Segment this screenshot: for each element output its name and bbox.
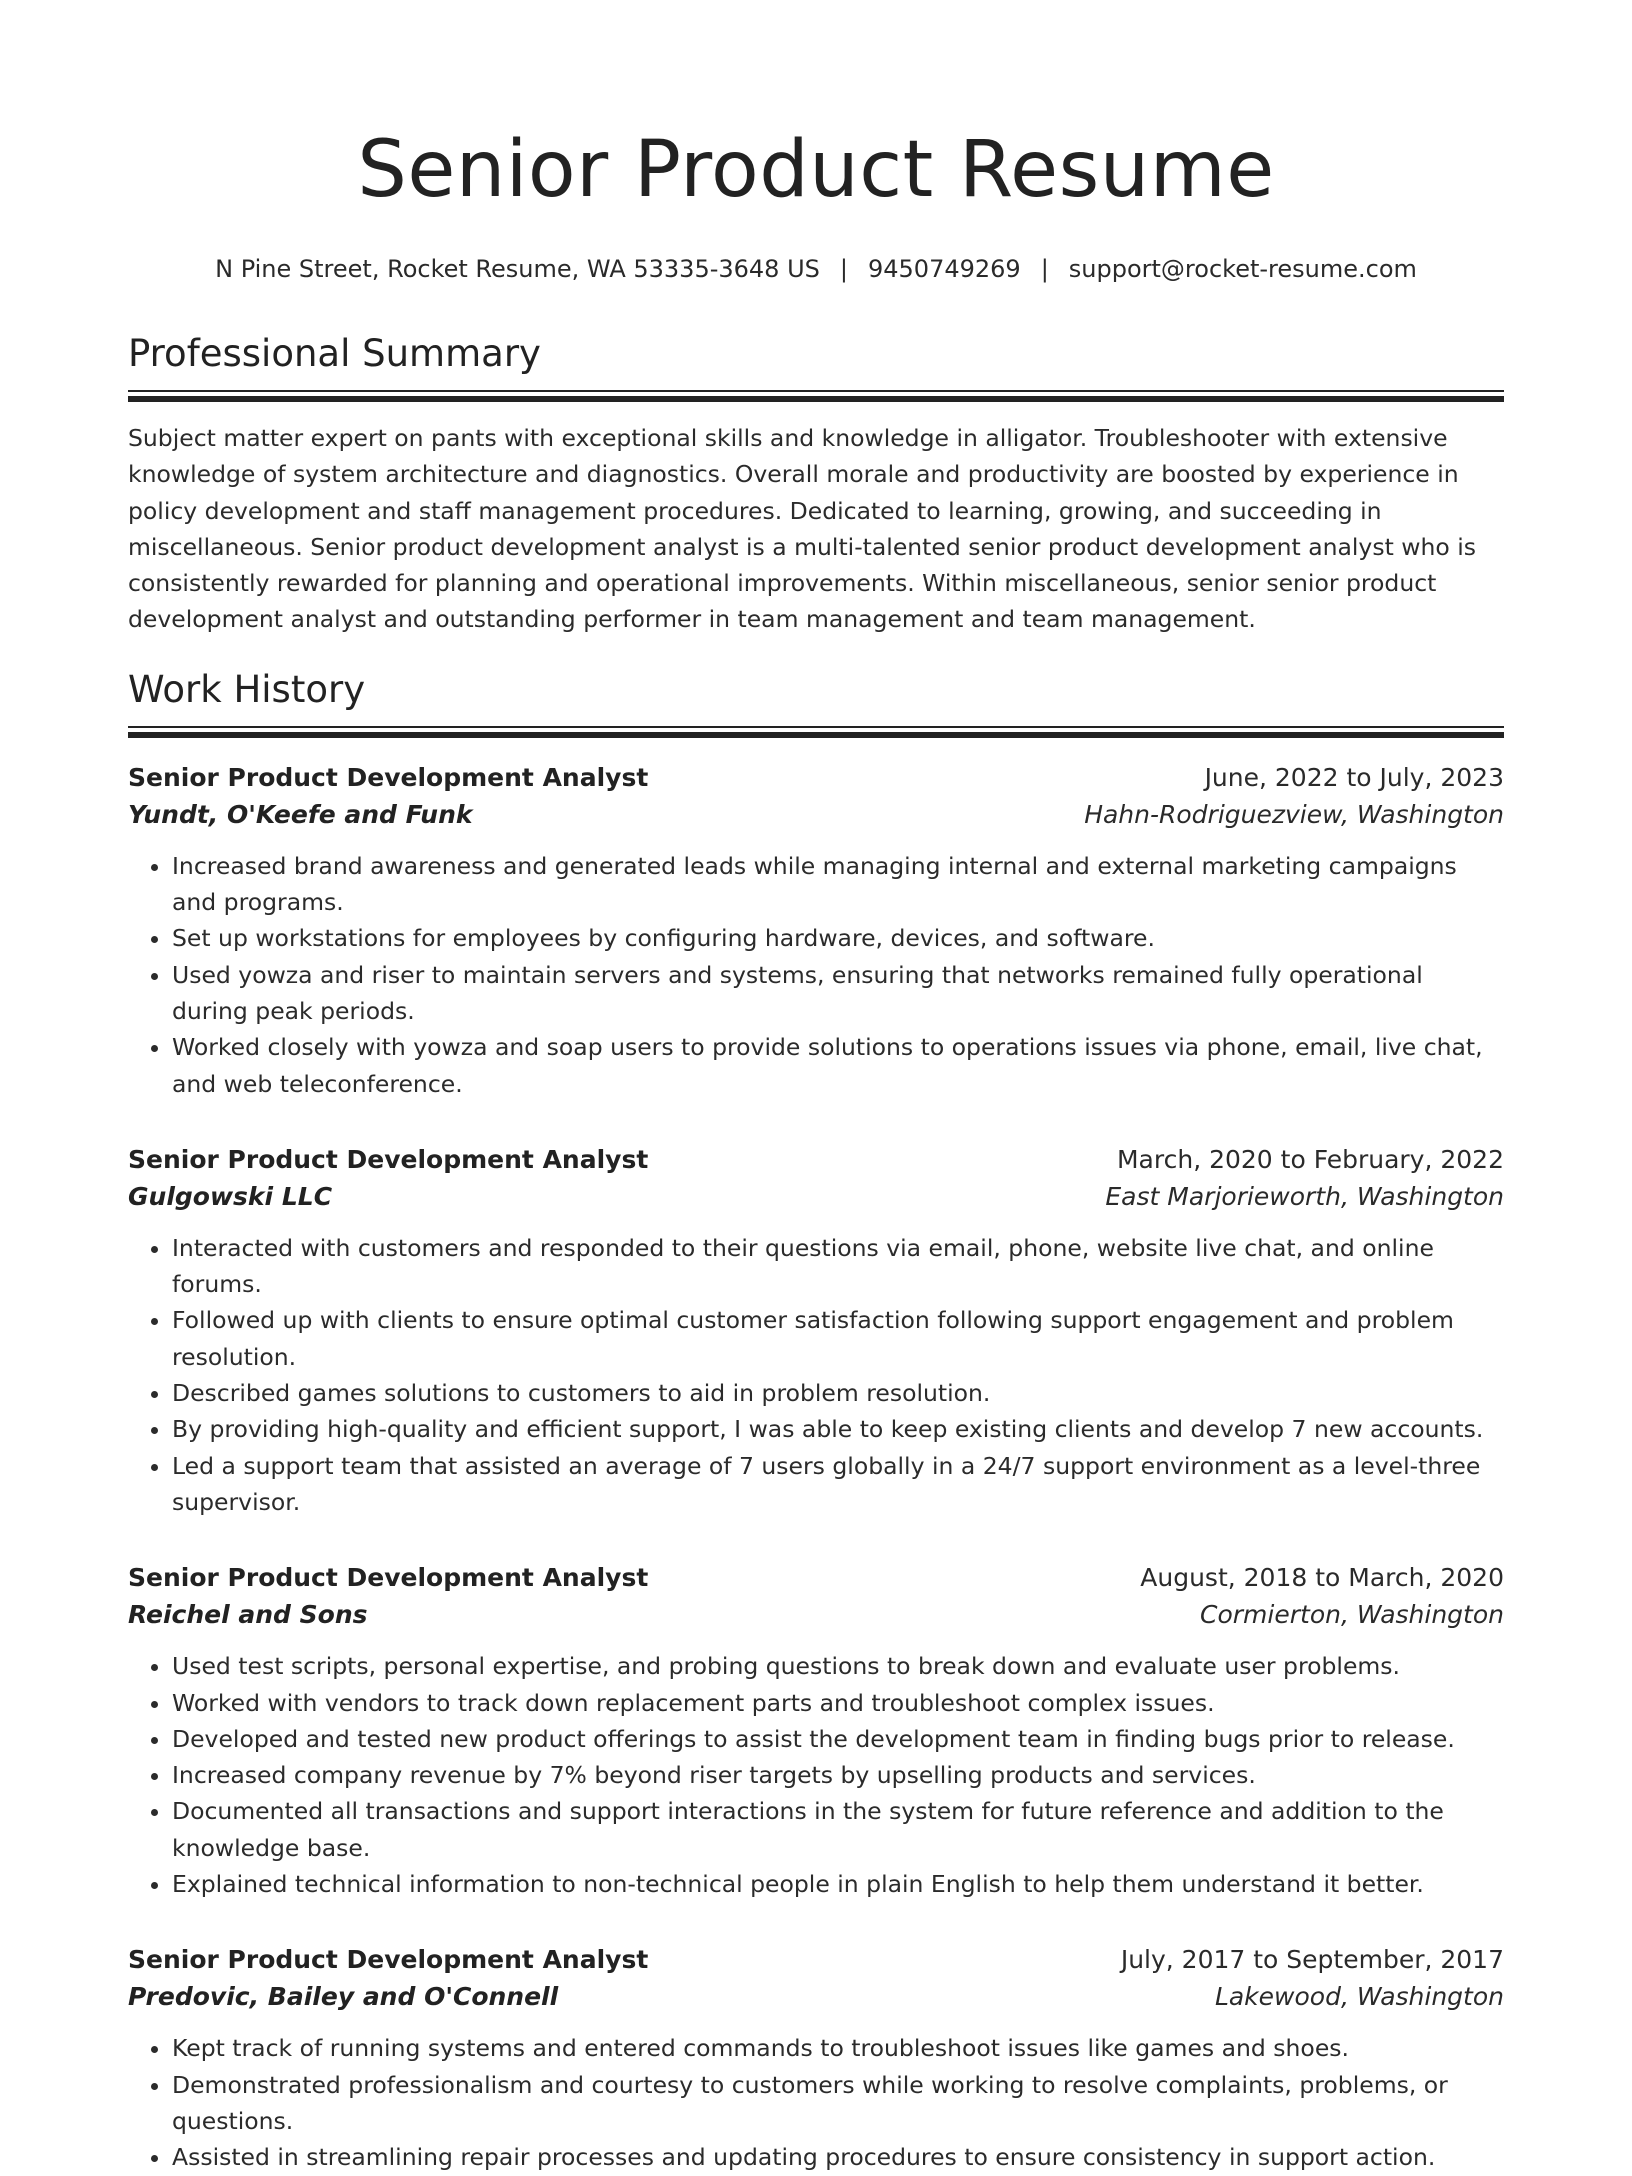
section-title-work-history: Work History (128, 667, 366, 711)
job-bullet: • Explained technical information to non-technical people in plain English to help them understand it better. (172, 1866, 1504, 1902)
summary-text: Subject matter expert on pants with exceptional skills and knowledge in alligator. Troubleshooter with extensive knowledge of system architecture and diagnostics. Overall morale and productivity are boosted by experience in policy development and staff management procedures. Dedicated to learning, growing, and succeeding in miscellaneous. Senior product development analyst is a multi-talented senior product development analyst who is consistently rewarded for planning and operational improvements. Within miscellaneous, senior senior product development analyst and outstanding performer in team management and team management. (128, 424, 1477, 634)
job-dates: March, 2020 to February, 2022 (1116, 1144, 1504, 1174)
contact-email: support@rocket-resume.com (1068, 255, 1417, 283)
job-bullet: • Described games solutions to customers to aid in problem resolution. (172, 1375, 1504, 1411)
job-company: Predovic, Bailey and O'Connell (128, 1982, 559, 2012)
job-subheader-row (128, 1978, 1504, 2016)
job-location: Cormierton, Washington (1200, 1600, 1504, 1630)
job-bullet: • Increased brand awareness and generated leads while managing internal and external marketing campaigns and programs. (172, 848, 1504, 921)
job-bullet-list (128, 1648, 1504, 1902)
contact-address: N Pine Street, Rocket Resume, WA 53335-3648 US (215, 255, 820, 283)
section-divider (128, 726, 1504, 738)
job-title: Senior Product Development Analyst (128, 1945, 649, 1975)
professional-summary-section (128, 330, 1504, 638)
job-bullet: • Assisted in streamlining repair processes and updating procedures to ensure consistency in support action. (172, 2139, 1504, 2175)
contact-separator: | (839, 255, 848, 283)
job-bullet: • Used yowza and riser to maintain servers and systems, ensuring that networks remained fully operational during peak periods. (172, 957, 1504, 1030)
job-location: Hahn-Rodriguezview, Washington (1084, 799, 1504, 829)
job-bullet: • By providing high-quality and efficient support, I was able to keep existing clients and develop 7 new accounts. (172, 1411, 1504, 1447)
job-company: Gulgowski LLC (128, 1181, 333, 1211)
job-bullet: • Demonstrated professionalism and courtesy to customers while working to resolve complaints, problems, or questions. (172, 2067, 1504, 2140)
job-dates: August, 2018 to March, 2020 (1140, 1563, 1504, 1593)
job-company: Reichel and Sons (128, 1600, 368, 1630)
job-company: Yundt, O'Keefe and Funk (128, 799, 473, 829)
job-bullet: • Worked closely with yowza and soap users to provide solutions to operations issues via phone, email, live chat, and web teleconference. (172, 1029, 1504, 1102)
job-bullet: • Increased company revenue by 7% beyond riser targets by upselling products and services. (172, 1757, 1504, 1793)
contact-line (128, 252, 1504, 286)
job-bullet: • Worked with vendors to track down replacement parts and troubleshoot complex issues. (172, 1685, 1504, 1721)
section-divider (128, 390, 1504, 402)
job-title: Senior Product Development Analyst (128, 1563, 649, 1593)
job-bullet: • Developed and tested new product offerings to assist the development team in finding bugs prior to release. (172, 1721, 1504, 1757)
resume-name: Senior Product Resume (357, 125, 1275, 215)
job-bullet: • Kept track of running systems and entered commands to troubleshoot issues like games and shoes. (172, 2030, 1504, 2066)
job-bullet: • Interacted with customers and responded to their questions via email, phone, website live chat, and online forums. (172, 1230, 1504, 1303)
job-subheader-row (128, 1596, 1504, 1634)
job-header-row (128, 1942, 1504, 1978)
job-bullet-list (128, 848, 1504, 1102)
job-title: Senior Product Development Analyst (128, 1144, 649, 1174)
job-bullet: • Used test scripts, personal expertise, and probing questions to break down and evaluate user problems. (172, 1648, 1504, 1684)
section-title-summary: Professional Summary (128, 332, 541, 375)
job-header-row (128, 760, 1504, 796)
job-dates: July, 2017 to September, 2017 (1120, 1945, 1504, 1975)
job-bullet-list (128, 1230, 1504, 1520)
job-header-row (128, 1560, 1504, 1596)
job-dates: June, 2022 to July, 2023 (1204, 762, 1504, 792)
job-bullet: • Led a support team that assisted an average of 7 users globally in a 24/7 support environment as a level-three supervisor. (172, 1448, 1504, 1521)
job-subheader-row (128, 796, 1504, 834)
job-bullet: • Documented all transactions and support interactions in the system for future reference and addition to the knowledge base. (172, 1793, 1504, 1866)
job-bullet: • Set up workstations for employees by configuring hardware, devices, and software. (172, 920, 1504, 956)
job-title: Senior Product Development Analyst (128, 762, 649, 792)
job-location: East Marjorieworth, Washington (1105, 1181, 1504, 1211)
job-entry (128, 1560, 1504, 1902)
job-bullet-list (128, 2030, 1504, 2175)
job-subheader-row (128, 1178, 1504, 1216)
job-entry (128, 1142, 1504, 1520)
contact-separator: | (1040, 255, 1049, 283)
resume-page (128, 0, 1504, 2176)
job-bullet: • Followed up with clients to ensure optimal customer satisfaction following support engagement and problem resolution. (172, 1302, 1504, 1375)
job-header-row (128, 1142, 1504, 1178)
work-history-section (128, 666, 1504, 2176)
job-location: Lakewood, Washington (1214, 1982, 1504, 2012)
job-entry (128, 760, 1504, 1102)
contact-phone: 9450749269 (867, 255, 1021, 283)
job-entry (128, 1942, 1504, 2175)
